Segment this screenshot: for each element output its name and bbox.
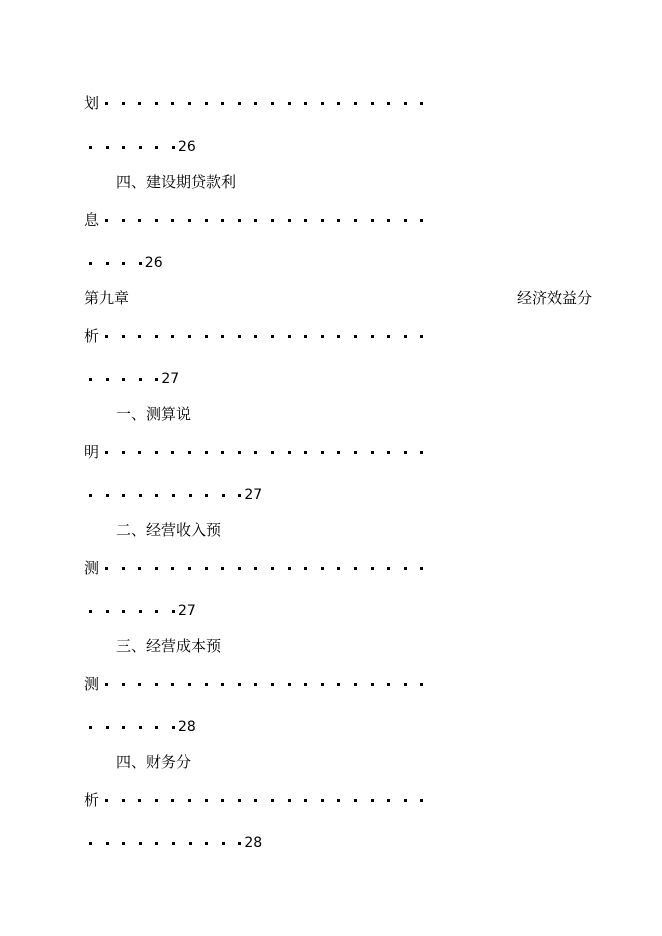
leader-dot bbox=[404, 683, 407, 686]
leader-dot bbox=[254, 219, 257, 222]
leader-dot bbox=[404, 451, 407, 454]
leader-dot bbox=[189, 842, 192, 845]
leader-dot bbox=[271, 451, 274, 454]
leader-dot bbox=[271, 219, 274, 222]
leader-dot bbox=[420, 451, 423, 454]
leader-dot bbox=[205, 799, 208, 802]
leader-dot bbox=[172, 842, 175, 845]
leader-dot bbox=[205, 683, 208, 686]
leader-dot bbox=[354, 799, 357, 802]
page-number: 27 bbox=[178, 603, 196, 619]
toc-entry-tail-char: 息 bbox=[84, 211, 100, 229]
leader-dot bbox=[155, 610, 158, 613]
leader-dot bbox=[106, 842, 109, 845]
leader-dot bbox=[337, 451, 340, 454]
toc-entry-tail-char: 析 bbox=[84, 791, 100, 809]
leader-dot bbox=[188, 451, 191, 454]
leader-dot bbox=[420, 219, 423, 222]
leader-dot bbox=[155, 726, 158, 729]
leader-dot bbox=[321, 799, 324, 802]
leader-dot bbox=[288, 799, 291, 802]
leader-dot bbox=[271, 567, 274, 570]
leader-dot bbox=[221, 683, 224, 686]
leader-dot bbox=[106, 610, 109, 613]
leader-dot bbox=[288, 102, 291, 105]
leader-dot bbox=[221, 799, 224, 802]
leader-dot bbox=[337, 335, 340, 338]
leader-dot bbox=[205, 102, 208, 105]
leader-dot bbox=[188, 567, 191, 570]
leader-dot bbox=[321, 451, 324, 454]
leader-dot bbox=[337, 219, 340, 222]
leader-dot bbox=[122, 262, 125, 265]
leader-dot bbox=[189, 494, 192, 497]
leader-dot bbox=[404, 567, 407, 570]
leader-dot bbox=[371, 683, 374, 686]
leader-dot bbox=[155, 451, 158, 454]
leader-dot bbox=[420, 799, 423, 802]
leader-dot bbox=[89, 262, 92, 265]
leader-dot bbox=[139, 146, 142, 149]
toc-entry-tail-char: 析 bbox=[84, 327, 100, 345]
leader-dot bbox=[288, 219, 291, 222]
leader-dot bbox=[122, 842, 125, 845]
leader-dot bbox=[172, 726, 175, 729]
leader-dot bbox=[254, 799, 257, 802]
leader-dot bbox=[337, 567, 340, 570]
leader-dot bbox=[106, 494, 109, 497]
leader-dot bbox=[122, 102, 125, 105]
leader-dot bbox=[122, 683, 125, 686]
leader-dot bbox=[122, 451, 125, 454]
leader-dot bbox=[304, 683, 307, 686]
leader-dot bbox=[254, 335, 257, 338]
leader-dot bbox=[205, 451, 208, 454]
leader-dot bbox=[387, 102, 390, 105]
leader-dot bbox=[138, 219, 141, 222]
leader-dot bbox=[222, 842, 225, 845]
leader-dot bbox=[221, 451, 224, 454]
leader-dot bbox=[155, 335, 158, 338]
leader-dot bbox=[172, 610, 175, 613]
leader-dot bbox=[221, 335, 224, 338]
leader-dot bbox=[387, 219, 390, 222]
leader-dot bbox=[321, 219, 324, 222]
leader-dot bbox=[139, 494, 142, 497]
leader-dot bbox=[404, 799, 407, 802]
leader-dot bbox=[371, 451, 374, 454]
leader-dot bbox=[171, 102, 174, 105]
page-number: 26 bbox=[144, 255, 163, 271]
leader-dot bbox=[221, 219, 224, 222]
toc-entry-tail-char: 测 bbox=[84, 675, 100, 693]
toc-section-title: 三、经营成本预 bbox=[116, 637, 222, 655]
leader-dot bbox=[304, 219, 307, 222]
leader-dot bbox=[171, 335, 174, 338]
toc-section-title: 一、测算说 bbox=[116, 405, 192, 423]
toc-entry-tail-char: 明 bbox=[84, 443, 100, 461]
leader-dot bbox=[155, 567, 158, 570]
leader-dot bbox=[106, 726, 109, 729]
leader-dot bbox=[337, 799, 340, 802]
leader-dot bbox=[139, 262, 142, 265]
leader-dot bbox=[122, 567, 125, 570]
leader-dot bbox=[371, 219, 374, 222]
leader-dot bbox=[122, 378, 125, 381]
leader-dot bbox=[171, 799, 174, 802]
leader-dot bbox=[271, 683, 274, 686]
leader-dot bbox=[354, 219, 357, 222]
toc-chapter-label: 第九章 bbox=[84, 289, 130, 307]
leader-dot bbox=[122, 335, 125, 338]
leader-dot bbox=[404, 335, 407, 338]
leader-dot bbox=[354, 567, 357, 570]
leader-dot bbox=[254, 567, 257, 570]
leader-dot bbox=[171, 683, 174, 686]
leader-dot bbox=[122, 726, 125, 729]
leader-dot bbox=[105, 102, 108, 105]
leader-dot bbox=[371, 799, 374, 802]
leader-dot bbox=[205, 219, 208, 222]
toc-section-title: 二、经营收入预 bbox=[116, 521, 222, 539]
leader-dot bbox=[105, 799, 108, 802]
leader-dot bbox=[387, 567, 390, 570]
leader-dot bbox=[354, 683, 357, 686]
leader-dot bbox=[89, 494, 92, 497]
leader-dot bbox=[106, 146, 109, 149]
leader-dot bbox=[321, 567, 324, 570]
leader-dot bbox=[238, 451, 241, 454]
leader-dot bbox=[171, 451, 174, 454]
leader-dot bbox=[420, 683, 423, 686]
leader-dot bbox=[404, 219, 407, 222]
leader-dot bbox=[155, 494, 158, 497]
leader-dot bbox=[155, 102, 158, 105]
leader-dot bbox=[254, 451, 257, 454]
leader-dot bbox=[155, 799, 158, 802]
leader-dot bbox=[155, 683, 158, 686]
leader-dot bbox=[122, 494, 125, 497]
leader-dot bbox=[139, 378, 142, 381]
leader-dot bbox=[221, 102, 224, 105]
leader-dot bbox=[122, 146, 125, 149]
leader-dot bbox=[238, 219, 241, 222]
leader-dot bbox=[288, 335, 291, 338]
leader-dot bbox=[254, 683, 257, 686]
leader-dot bbox=[155, 842, 158, 845]
leader-dot bbox=[238, 494, 241, 497]
leader-dot bbox=[321, 683, 324, 686]
leader-dot bbox=[288, 451, 291, 454]
leader-dot bbox=[304, 335, 307, 338]
leader-dot bbox=[138, 335, 141, 338]
leader-dot bbox=[105, 335, 108, 338]
leader-dot bbox=[271, 335, 274, 338]
leader-dot bbox=[354, 335, 357, 338]
leader-dot bbox=[171, 219, 174, 222]
leader-dot bbox=[172, 146, 175, 149]
leader-dot bbox=[387, 335, 390, 338]
leader-dot bbox=[238, 842, 241, 845]
leader-dot bbox=[371, 335, 374, 338]
leader-dot bbox=[188, 335, 191, 338]
leader-dot bbox=[205, 494, 208, 497]
leader-dot bbox=[354, 451, 357, 454]
leader-dot bbox=[420, 335, 423, 338]
leader-dot bbox=[138, 451, 141, 454]
leader-dot bbox=[188, 219, 191, 222]
leader-dot bbox=[304, 451, 307, 454]
leader-dot bbox=[122, 799, 125, 802]
leader-dot bbox=[106, 378, 109, 381]
page-number: 26 bbox=[178, 139, 196, 155]
leader-dot bbox=[337, 102, 340, 105]
leader-dot bbox=[105, 451, 108, 454]
page-number: 28 bbox=[178, 719, 196, 735]
toc-section-title: 四、建设期贷款利 bbox=[116, 173, 237, 191]
leader-dot bbox=[139, 726, 142, 729]
toc-entry-tail-char: 划 bbox=[84, 94, 100, 112]
leader-dot bbox=[139, 842, 142, 845]
leader-dot bbox=[138, 799, 141, 802]
toc-entry-tail-char: 测 bbox=[84, 559, 100, 577]
leader-dot bbox=[404, 102, 407, 105]
leader-dot bbox=[304, 799, 307, 802]
leader-dot bbox=[89, 378, 92, 381]
leader-dot bbox=[106, 262, 109, 265]
leader-dot bbox=[387, 451, 390, 454]
toc-chapter-title: 经济效益分 bbox=[516, 289, 592, 307]
leader-dot bbox=[89, 842, 92, 845]
leader-dot bbox=[288, 567, 291, 570]
toc-section-title: 四、财务分 bbox=[116, 753, 192, 771]
leader-dot bbox=[221, 567, 224, 570]
leader-dot bbox=[188, 683, 191, 686]
leader-dot bbox=[89, 610, 92, 613]
leader-dot bbox=[138, 567, 141, 570]
leader-dot bbox=[238, 335, 241, 338]
leader-dot bbox=[89, 146, 92, 149]
leader-dot bbox=[155, 146, 158, 149]
page-number: 27 bbox=[161, 371, 180, 387]
leader-dot bbox=[105, 567, 108, 570]
leader-dot bbox=[122, 610, 125, 613]
leader-dot bbox=[238, 567, 241, 570]
leader-dot bbox=[254, 102, 257, 105]
leader-dot bbox=[105, 219, 108, 222]
leader-dot bbox=[155, 219, 158, 222]
leader-dot bbox=[321, 102, 324, 105]
page-number: 28 bbox=[244, 835, 263, 851]
leader-dot bbox=[238, 799, 241, 802]
leader-dot bbox=[238, 683, 241, 686]
leader-dot bbox=[188, 799, 191, 802]
leader-dot bbox=[271, 799, 274, 802]
leader-dot bbox=[155, 378, 158, 381]
leader-dot bbox=[371, 102, 374, 105]
leader-dot bbox=[122, 219, 125, 222]
leader-dot bbox=[371, 567, 374, 570]
leader-dot bbox=[420, 102, 423, 105]
leader-dot bbox=[304, 102, 307, 105]
leader-dot bbox=[387, 799, 390, 802]
leader-dot bbox=[271, 102, 274, 105]
leader-dot bbox=[205, 842, 208, 845]
leader-dot bbox=[205, 335, 208, 338]
leader-dot bbox=[105, 683, 108, 686]
leader-dot bbox=[205, 567, 208, 570]
leader-dot bbox=[304, 567, 307, 570]
leader-dot bbox=[222, 494, 225, 497]
leader-dot bbox=[354, 102, 357, 105]
leader-dot bbox=[89, 726, 92, 729]
leader-dot bbox=[288, 683, 291, 686]
leader-dot bbox=[420, 567, 423, 570]
page-number: 27 bbox=[244, 487, 263, 503]
leader-dot bbox=[171, 567, 174, 570]
leader-dot bbox=[321, 335, 324, 338]
leader-dot bbox=[188, 102, 191, 105]
leader-dot bbox=[387, 683, 390, 686]
leader-dot bbox=[172, 494, 175, 497]
leader-dot bbox=[337, 683, 340, 686]
leader-dot bbox=[138, 683, 141, 686]
leader-dot bbox=[138, 102, 141, 105]
leader-dot bbox=[139, 610, 142, 613]
leader-dot bbox=[238, 102, 241, 105]
